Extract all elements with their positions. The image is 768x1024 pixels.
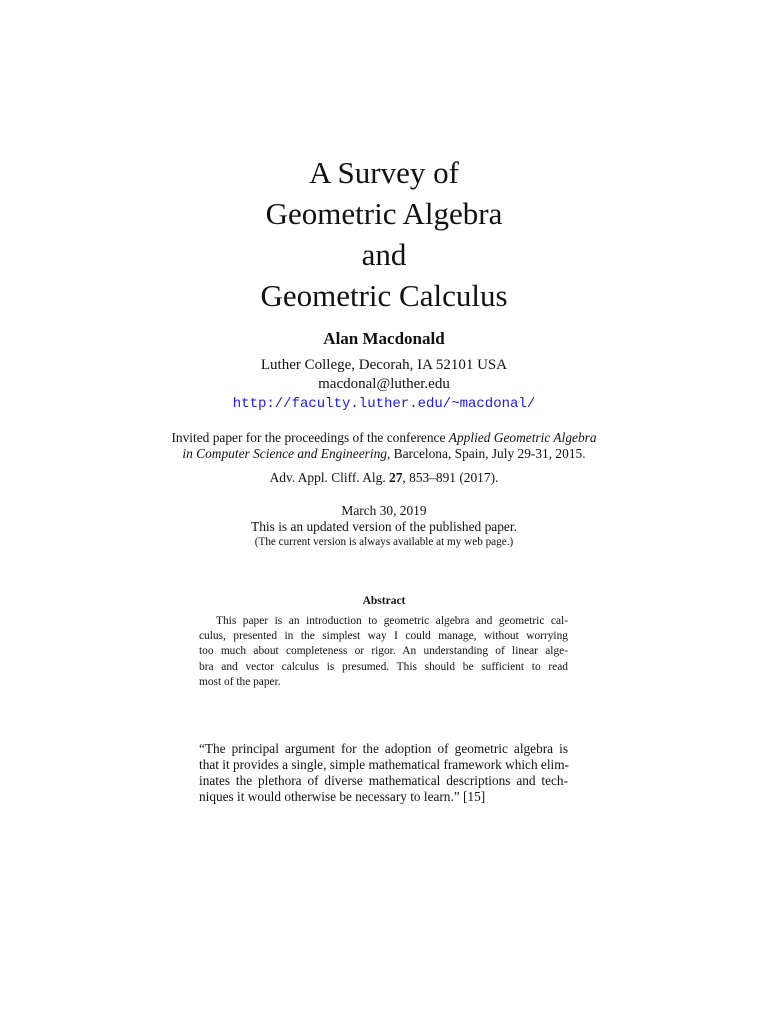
journal-prefix: Adv. Appl. Cliff. Alg.: [269, 470, 390, 485]
author-name: Alan Macdonald: [323, 329, 445, 348]
journal-suffix: , 853–891 (2017).: [402, 470, 499, 485]
author-affiliation-block: [0, 356, 768, 414]
version-info: [0, 503, 768, 550]
title-line-3: and: [361, 237, 407, 272]
author-email: macdonal@luther.edu: [318, 376, 450, 392]
quote-line: “The principal argument for the adoption of geometric algebra is: [199, 741, 568, 756]
conference-name-part-1: Applied Geometric Algebra: [448, 430, 597, 445]
quote-line: inates the plethora of diverse mathematical descriptions and tech-: [199, 773, 568, 788]
journal-volume: 27: [389, 470, 403, 485]
invited-paper-note: [150, 430, 618, 462]
title-line-4: Geometric Calculus: [260, 278, 508, 313]
abstract-heading: Abstract: [362, 595, 406, 607]
version-date: March 30, 2019: [341, 503, 427, 518]
invited-line-1: [150, 430, 618, 446]
abstract-line: bra and vector calculus is presumed. This should be sufficient to read: [199, 660, 568, 673]
version-availability: (The current version is always available at my web page.): [254, 536, 514, 548]
abstract-body: [199, 614, 568, 690]
author-homepage-link[interactable]: http://faculty.luther.edu/~macdonal/: [232, 396, 536, 412]
invited-prefix: Invited paper for the proceedings of the conference: [171, 430, 449, 445]
abstract-line: This paper is an introduction to geometric algebra and geometric cal-: [216, 615, 568, 627]
paper-title: [0, 152, 768, 316]
epigraph-quote: [199, 741, 568, 805]
journal-citation: [0, 470, 768, 486]
version-note: This is an updated version of the published paper.: [251, 519, 517, 534]
abstract-line: culus, presented in the simplest way I could manage, without worrying: [199, 630, 568, 643]
invited-line-2: [150, 446, 618, 462]
title-line-2: Geometric Algebra: [265, 196, 503, 231]
invited-suffix: , Barcelona, Spain, July 29-31, 2015.: [386, 446, 586, 461]
title-line-1: A Survey of: [309, 155, 459, 190]
conference-name-part-2: in Computer Science and Engineering: [182, 446, 387, 461]
quote-line: that it provides a single, simple mathematical framework which elim-: [199, 757, 569, 772]
abstract-line: too much about completeness or rigor. An understanding of linear alge-: [199, 645, 568, 658]
affiliation: Luther College, Decorah, IA 52101 USA: [260, 357, 508, 373]
quote-line: niques it would otherwise be necessary to learn.” [15]: [199, 789, 486, 804]
abstract-line: most of the paper.: [199, 675, 281, 688]
